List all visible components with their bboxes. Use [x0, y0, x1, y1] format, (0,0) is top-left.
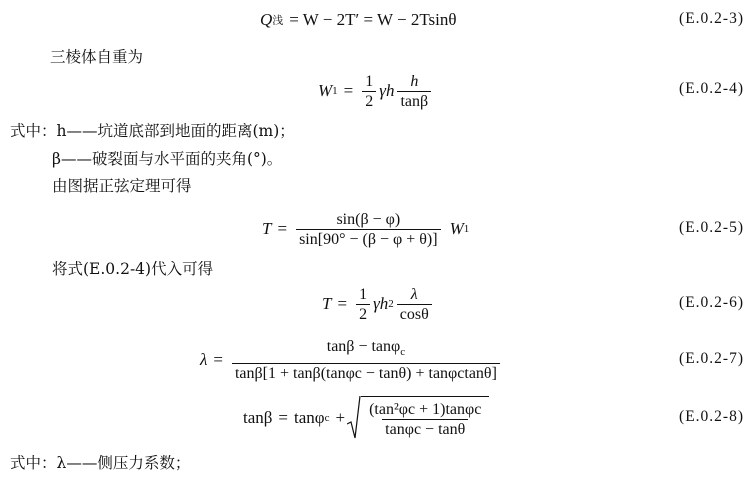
frac-den: 2: [362, 91, 376, 110]
equation-number-e024: (E.0.2-4): [679, 80, 744, 97]
equation-e025: [262, 205, 469, 253]
frac-den: tanβ[1 + tanβ(tanφc − tanθ) + tanφctanθ]: [232, 363, 500, 382]
fraction-lambda-cos: [397, 286, 432, 323]
eq-lhs: tanβ: [243, 408, 273, 427]
frac-num-sub: c: [400, 346, 406, 359]
frac-num: h: [410, 72, 419, 90]
eq-lhs: T: [262, 219, 272, 238]
eq-tail-sub: 1: [463, 223, 470, 235]
text-substitute: 将式(E.0.2-4)代入可得: [52, 260, 214, 278]
frac-num: tanβ − tanφ: [326, 338, 401, 356]
eq-lhs: T: [322, 294, 332, 313]
fraction-sine: [296, 211, 441, 248]
eq-equals: =: [337, 294, 348, 313]
frac-den: cosθ: [397, 304, 432, 323]
equation-number-e023: (E.0.2-3): [679, 10, 744, 27]
eq-lhs-sub: 1: [332, 85, 338, 97]
eq-term-sub: c: [324, 412, 330, 424]
fraction-lambda: [232, 338, 500, 381]
square-root: [347, 396, 489, 440]
definition-beta: β——破裂面与水平面的夹角(°)。: [52, 150, 283, 168]
equation-number-e025: (E.0.2-5): [679, 219, 744, 236]
definition-h: 式中：h——坑道底部到地面的距离(m)；: [10, 122, 295, 140]
eq-rhs: = W − 2T′ = W − 2Tsinθ: [289, 10, 457, 29]
radical-sign-icon: [347, 396, 361, 440]
eq-equals: =: [343, 81, 354, 100]
eq-tail: W: [449, 219, 464, 238]
frac-den: tanφc − tanθ: [382, 419, 468, 438]
eq-term: tanφ: [294, 408, 325, 427]
eq-equals: =: [277, 219, 288, 238]
eq-lhs: W: [318, 81, 333, 100]
equation-number-e027: (E.0.2-7): [679, 350, 744, 367]
frac-den: tanβ: [397, 91, 431, 110]
equation-e024: [318, 70, 434, 112]
frac-num: λ: [410, 285, 418, 303]
equation-e028: [243, 394, 489, 442]
eq-mid: γh: [373, 294, 389, 313]
fraction-half: [362, 73, 376, 110]
eq-plus: +: [335, 408, 346, 427]
frac-num: 1: [359, 285, 368, 303]
definition-lambda: 式中：λ——侧压力系数；: [10, 454, 191, 472]
equation-number-e028: (E.0.2-8): [679, 408, 744, 425]
fraction-radicand: [366, 401, 484, 438]
eq-equals: =: [213, 350, 223, 369]
frac-den: 2: [356, 304, 370, 323]
eq-mid: γh: [379, 81, 395, 100]
equation-number-e026: (E.0.2-6): [679, 294, 744, 311]
eq-lhs: Q: [260, 10, 273, 29]
equation-e026: [322, 282, 435, 326]
equation-e023: [260, 6, 457, 34]
eq-equals: =: [278, 408, 289, 427]
text-sine-law: 由图据正弦定理可得: [52, 177, 192, 195]
frac-num: 1: [365, 72, 374, 90]
eq-mid-sup: 2: [388, 298, 394, 310]
eq-lhs: λ: [200, 350, 208, 369]
eq-lhs-sub: 浅: [272, 15, 284, 27]
fraction-h-tanbeta: [397, 73, 431, 110]
frac-den: sin[90° − (β − φ + θ)]: [296, 229, 441, 248]
fraction-half: [356, 286, 370, 323]
frac-num: (tan²φc + 1)tanφc: [369, 401, 482, 418]
frac-num: sin(β − φ): [336, 210, 401, 228]
equation-e027: [200, 336, 503, 384]
text-self-weight: 三棱体自重为: [50, 48, 144, 66]
